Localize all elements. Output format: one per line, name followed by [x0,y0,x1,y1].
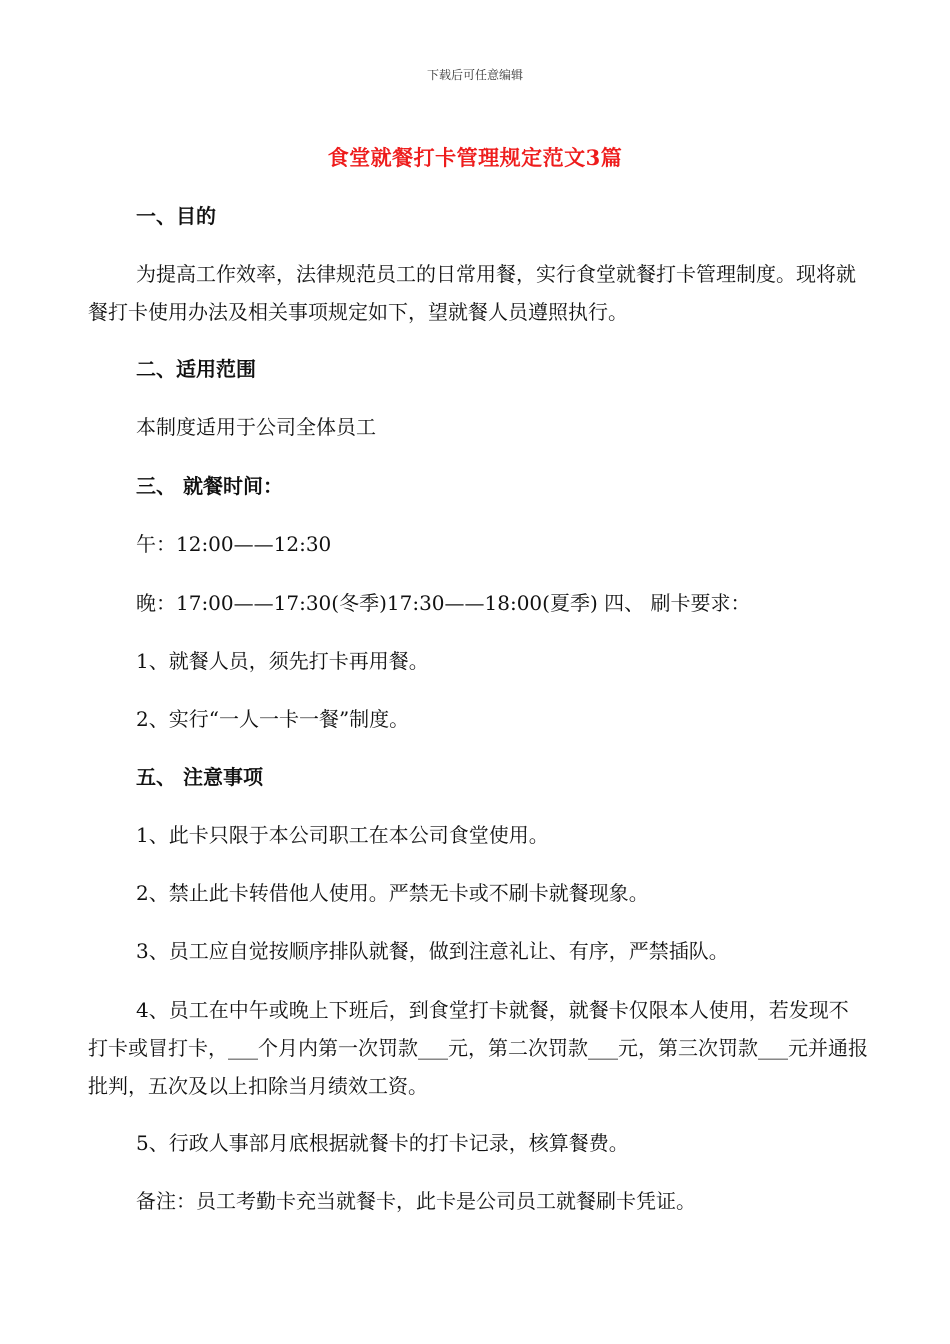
notice-item-5: 5、行政人事部月底根据就餐卡的打卡记录，核算餐费。 [136,1131,629,1155]
section-2-body: 本制度适用于公司全体员工 [136,415,376,439]
document-title: 食堂就餐打卡管理规定范文3篇 [327,145,623,170]
page-header-note: 下载后可任意编辑 [426,68,523,82]
notice-item-1: 1、此卡只限于本公司职工在本公司食堂使用。 [136,823,549,847]
swipe-rule-1: 1、就餐人员，须先打卡再用餐。 [136,649,429,673]
notice-item-2: 2、禁止此卡转借他人使用。严禁无卡或不刷卡就餐现象。 [136,881,649,905]
section-3-heading: 三、 就餐时间： [136,474,283,498]
meal-time-noon: 午：12:00——12:30 [136,532,332,556]
section-2-heading: 二、适用范围 [136,357,256,381]
remark: 备注：员工考勤卡充当就餐卡，此卡是公司员工就餐刷卡凭证。 [136,1189,696,1213]
section-1-heading: 一、目的 [136,204,216,228]
notice-item-3: 3、员工应自觉按顺序排队就餐，做到注意礼让、有序，严禁插队。 [136,939,729,963]
section-5-heading: 五、 注意事项 [136,765,263,789]
section-1-body: 为提高工作效率，法律规范员工的日常用餐，实行食堂就餐打卡管理制度。现将就餐打卡使用办法及相关事项规定如下，望就餐人员遵照执行。 [88,262,856,324]
meal-time-evening: 晚：17:00——17:30(冬季)17:30——18:00(夏季) 四、 刷卡要求： [136,591,751,615]
swipe-rule-2: 2、实行“一人一卡一餐”制度。 [136,707,410,731]
notice-item-4: 4、员工在中午或晚上下班后，到食堂打卡就餐，就餐卡仅限本人使用，若发现不打卡或冒打卡，___个月内第一次罚款___元，第二次罚款___元，第三次罚款___元并通报批判，五次及以上扣除当月绩效工资。 [88,998,868,1098]
